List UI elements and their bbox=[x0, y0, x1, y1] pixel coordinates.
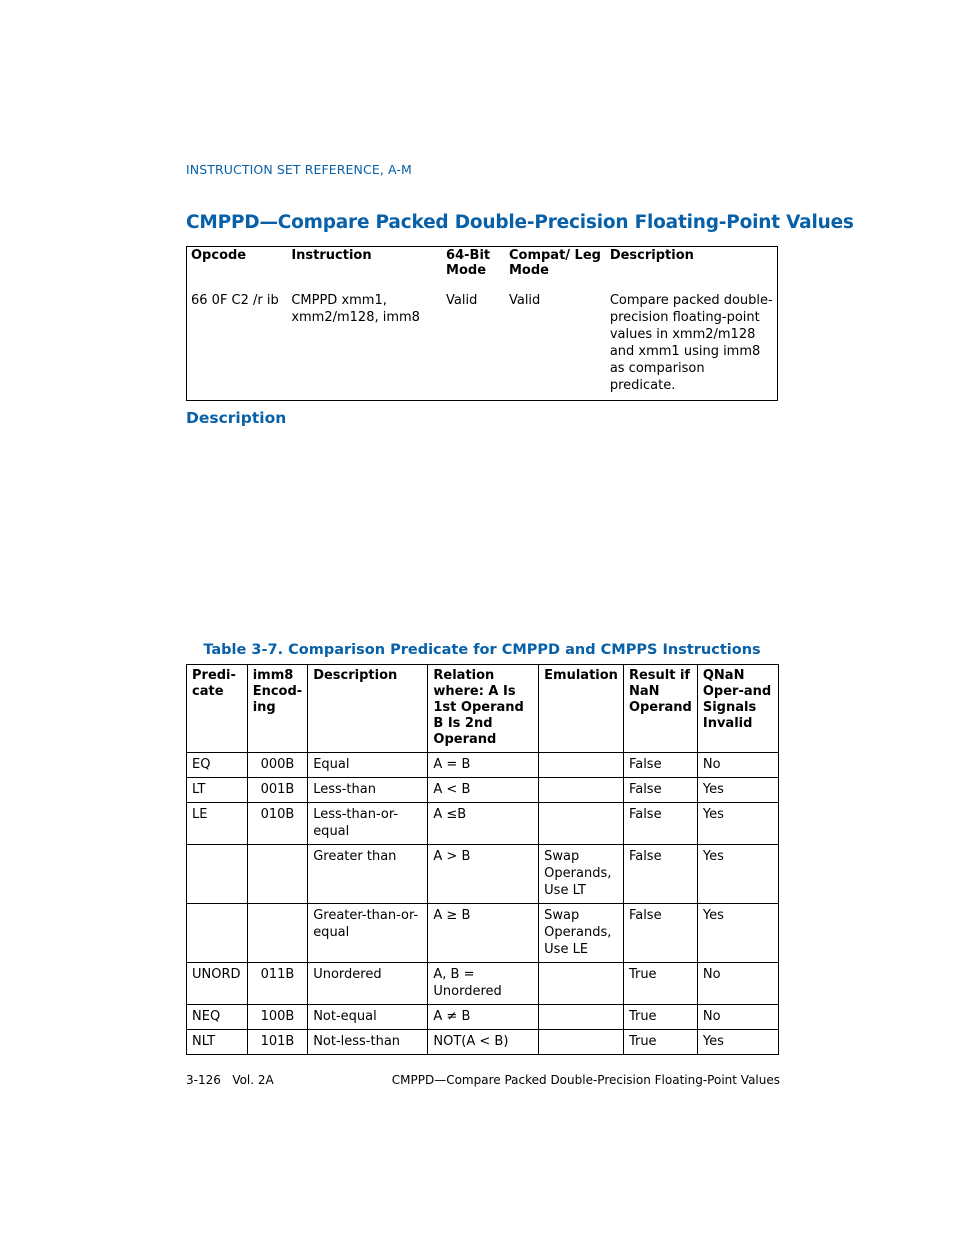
predicate-table bbox=[186, 664, 779, 1055]
cell-description: Compare packed double-precision floating-point values in xmm2/m128 and xmm1 using imm8 as comparison predicate. bbox=[609, 293, 773, 393]
cell-description: Greater than bbox=[308, 845, 428, 904]
cell-imm8: 010B bbox=[247, 803, 307, 845]
table-row bbox=[187, 845, 779, 904]
header-emulation: Emulation bbox=[539, 665, 624, 753]
cell-relation: NOT(A < B) bbox=[428, 1030, 539, 1055]
cell-qnan-invalid: Yes bbox=[697, 904, 778, 963]
cell-emulation bbox=[539, 963, 624, 1005]
cell-description: Equal bbox=[308, 753, 428, 778]
cell-predicate: NEQ bbox=[187, 1005, 248, 1030]
cell-relation: A > B bbox=[428, 845, 539, 904]
cell-result-nan: False bbox=[623, 778, 697, 803]
cell-compat: Valid bbox=[508, 293, 541, 308]
cell-emulation bbox=[539, 753, 624, 778]
cell-result-nan: False bbox=[623, 803, 697, 845]
cell-relation: A ≤B bbox=[428, 803, 539, 845]
footer-title: CMPPD—Compare Packed Double-Precision Floating-Point Values bbox=[391, 1073, 780, 1087]
opcode-table bbox=[186, 246, 778, 401]
header-instruction: Instruction bbox=[291, 248, 372, 263]
running-head: INSTRUCTION SET REFERENCE, A-M bbox=[186, 162, 412, 177]
cell-qnan-invalid: No bbox=[697, 753, 778, 778]
table-row bbox=[187, 1005, 779, 1030]
cell-qnan-invalid: Yes bbox=[697, 803, 778, 845]
table-row bbox=[187, 753, 779, 778]
cell-description: Less-than-or-equal bbox=[308, 803, 428, 845]
cell-result-nan: False bbox=[623, 845, 697, 904]
cell-description: Unordered bbox=[308, 963, 428, 1005]
header-description: Description bbox=[609, 248, 694, 263]
table-row bbox=[187, 1030, 779, 1055]
cell-description: Greater-than-or-equal bbox=[308, 904, 428, 963]
cell-qnan-invalid: No bbox=[697, 1005, 778, 1030]
cell-instruction: CMPPD xmm1, xmm2/m128, imm8 bbox=[291, 293, 420, 325]
cell-relation: A, B = Unordered bbox=[428, 963, 539, 1005]
cell-imm8: 100B bbox=[247, 1005, 307, 1030]
opcode-table-header bbox=[187, 247, 778, 279]
cell-mode64: Valid bbox=[446, 293, 478, 308]
predicate-table-header bbox=[187, 665, 779, 753]
cell-result-nan: True bbox=[623, 1005, 697, 1030]
table-caption: Table 3-7. Comparison Predicate for CMPPD and CMPPS Instructions bbox=[203, 642, 761, 658]
cell-emulation bbox=[539, 778, 624, 803]
cell-description: Less-than bbox=[308, 778, 428, 803]
cell-imm8: 101B bbox=[247, 1030, 307, 1055]
header-opcode: Opcode bbox=[191, 248, 247, 263]
description-heading: Description bbox=[186, 409, 287, 427]
header-relation: Relation where: A Is 1st Operand B Is 2nd Operand bbox=[428, 665, 539, 753]
header-qnan-invalid: QNaN Oper-and Signals Invalid bbox=[697, 665, 778, 753]
header-64bit-mode: 64-Bit Mode bbox=[446, 248, 491, 278]
table-row bbox=[187, 963, 779, 1005]
cell-relation: A ≥ B bbox=[428, 904, 539, 963]
table-row bbox=[187, 803, 779, 845]
cell-predicate bbox=[187, 904, 248, 963]
cell-predicate: UNORD bbox=[187, 963, 248, 1005]
cell-predicate: NLT bbox=[187, 1030, 248, 1055]
cell-emulation bbox=[539, 1030, 624, 1055]
cell-qnan-invalid: Yes bbox=[697, 778, 778, 803]
cell-imm8 bbox=[247, 904, 307, 963]
table-row bbox=[187, 904, 779, 963]
cell-emulation: Swap Operands, Use LE bbox=[539, 904, 624, 963]
header-description: Description bbox=[308, 665, 428, 753]
cell-emulation: Swap Operands, Use LT bbox=[539, 845, 624, 904]
cell-predicate: LT bbox=[187, 778, 248, 803]
table-row bbox=[187, 778, 779, 803]
header-imm8: imm8 Encod-ing bbox=[247, 665, 307, 753]
cell-result-nan: False bbox=[623, 904, 697, 963]
cell-qnan-invalid: No bbox=[697, 963, 778, 1005]
cell-relation: A = B bbox=[428, 753, 539, 778]
cell-predicate bbox=[187, 845, 248, 904]
cell-imm8: 000B bbox=[247, 753, 307, 778]
cell-imm8: 001B bbox=[247, 778, 307, 803]
cell-emulation bbox=[539, 1005, 624, 1030]
footer-page-number: 3-126 Vol. 2A bbox=[186, 1073, 274, 1087]
header-result-nan: Result if NaN Operand bbox=[623, 665, 697, 753]
cell-opcode: 66 0F C2 /r ib bbox=[191, 293, 279, 308]
cell-emulation bbox=[539, 803, 624, 845]
page-title: CMPPD—Compare Packed Double-Precision Floating-Point Values bbox=[186, 212, 854, 233]
cell-predicate: LE bbox=[187, 803, 248, 845]
cell-imm8 bbox=[247, 845, 307, 904]
cell-relation: A < B bbox=[428, 778, 539, 803]
table-row bbox=[187, 278, 778, 401]
cell-predicate: EQ bbox=[187, 753, 248, 778]
cell-relation: A ≠ B bbox=[428, 1005, 539, 1030]
cell-description: Not-equal bbox=[308, 1005, 428, 1030]
cell-qnan-invalid: Yes bbox=[697, 1030, 778, 1055]
cell-qnan-invalid: Yes bbox=[697, 845, 778, 904]
cell-result-nan: True bbox=[623, 963, 697, 1005]
header-compat-mode: Compat/ Leg Mode bbox=[508, 248, 601, 278]
cell-result-nan: True bbox=[623, 1030, 697, 1055]
cell-result-nan: False bbox=[623, 753, 697, 778]
header-predicate: Predi-cate bbox=[187, 665, 248, 753]
cell-description: Not-less-than bbox=[308, 1030, 428, 1055]
cell-imm8: 011B bbox=[247, 963, 307, 1005]
